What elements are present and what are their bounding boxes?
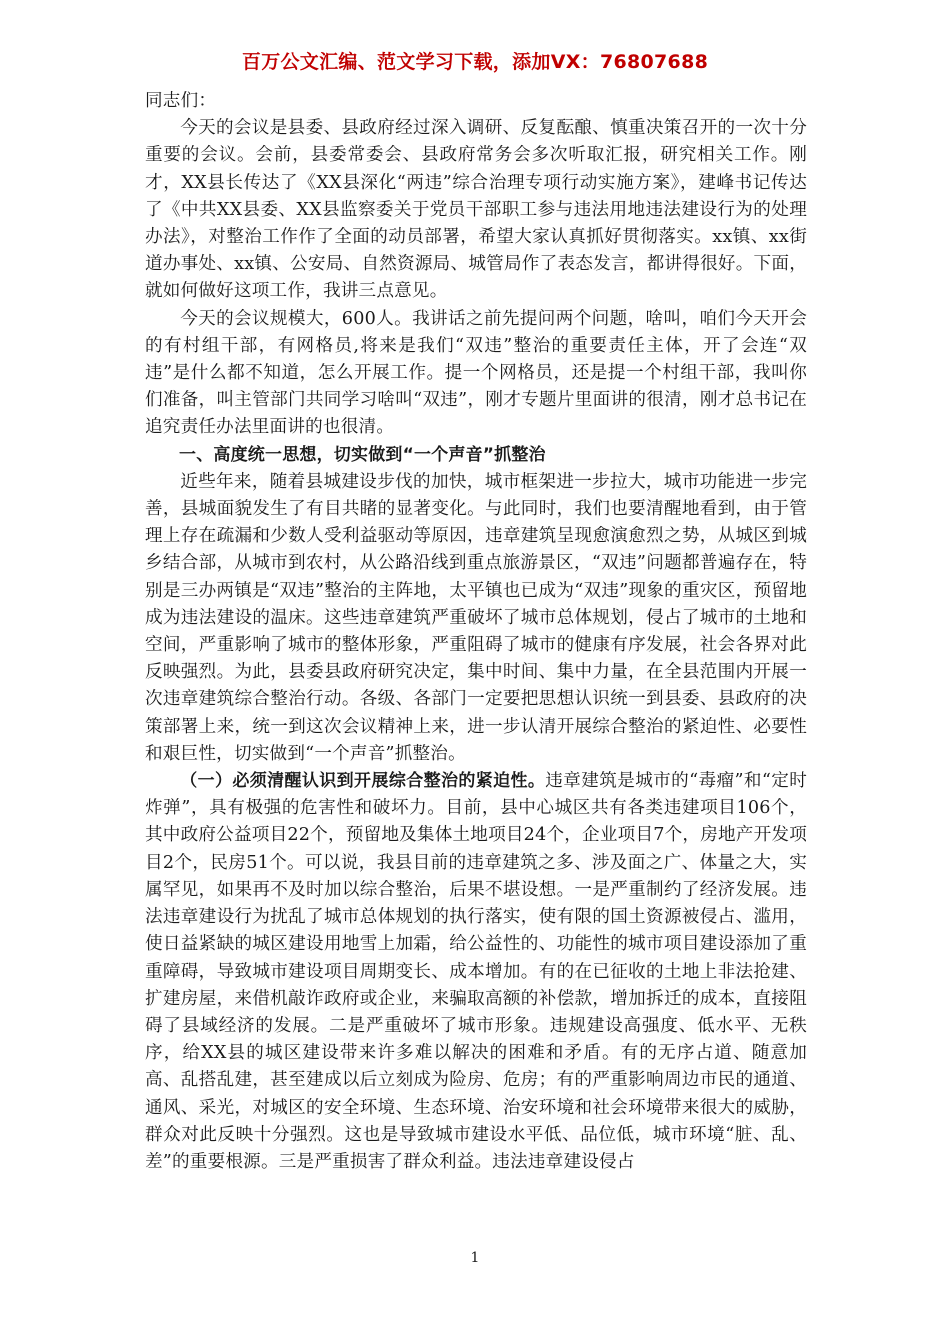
page-number: 1 xyxy=(470,1250,480,1266)
document-body xyxy=(145,88,807,1176)
salutation: 同志们： xyxy=(145,91,217,111)
watermark-banner: 百万公文汇编、范文学习下载，添加VX：76807688 xyxy=(241,51,709,73)
subsection-1-body: 违章建筑是城市的“毒瘤”和“定时炸弹”，具有极强的危害性和破坏力。目前，县中心城区共有各类违建项目106个，其中政府公益项目22个，预留地及集体土地项目24个，企业项目7个，房地产开发项目2个，民房51个。可以说，我县目前的违章建筑之多、涉及面之广、体量之大，实属罕见，如果再不及时加以综合整治，后果不堪设想。一是严重制约了经济发展。违法违章建设行为扰乱了城市总体规划的执行落实，使有限的国土资源被侵占、滥用，使日益紧缺的城区建设用地雪上加霜，给公益性的、功能性的城市项目建设添加了重重障碍，导致城市建设项目周期变长、成本增加。有的在已征收的土地上非法抢建、扩建房屋，来借机敲诈政府或企业，来骗取高额的补偿款，增加拆迁的成本，直接阻碍了县域经济的发展。二是严重破坏了城市形象。违规建设高强度、低水平、无秩序，给XX县的城区建设带来许多难以解决的困难和矛盾。有的无序占道、随意加高、乱搭乱建，甚至建成以后立刻成为险房、危房；有的严重影响周边市民的通道、通风、采光，对城区的安全环境、生态环境、治安环境和社会环境带来很大的威胁，群众对此反映十分强烈。这也是导致城市建设水平低、品位低，城市环境“脏、乱、差”的重要根源。三是严重损害了群众利益。违法违章建设侵占 xyxy=(145,771,807,1172)
paragraph-background: 近些年来，随着县城建设步伐的加快，城市框架进一步拉大，城市功能进一步完善，县城面貌发生了有目共睹的显著变化。与此同时，我们也要清醒地看到，由于管理上存在疏漏和少数人受利益驱动等原因，违章建筑呈现愈演愈烈之势，从城区到城乡结合部，从城市到农村，从公路沿线到重点旅游景区，“双违”问题都普遍存在，特别是三办两镇是“双违”整治的主阵地，太平镇也已成为“双违”现象的重灾区，预留地成为违法建设的温床。这些违章建筑严重破坏了城市总体规划，侵占了城市的土地和空间，严重影响了城市的整体形象，严重阻碍了城市的健康有序发展，社会各界对此反映强烈。为此，县委县政府研究决定，集中时间、集中力量，在全县范围内开展一次违章建筑综合整治行动。各级、各部门一定要把思想认识统一到县委、县政府的决策部署上来，统一到这次会议精神上来，进一步认清开展综合整治的紧迫性、必要性和艰巨性，切实做到“一个声音”抓整治。 xyxy=(145,471,807,764)
section-heading-1: 一、高度统一思想，切实做到“一个声音”抓整治 xyxy=(179,444,546,465)
subsection-1-paragraph xyxy=(145,768,807,1176)
subsection-1-lead: （一）必须清醒认识到开展综合整治的紧迫性。 xyxy=(180,771,546,792)
paragraph-meeting-scale: 今天的会议规模大，600人。我讲话之前先提问两个问题，啥叫，咱们今天开会的有村组干部，有网格员,将来是我们“双违”整治的重要责任主体，开了会连“双违”是什么都不知道，怎么开展工作。提一个网格员，还是提一个村组干部，我叫你们准备，叫主管部门共同学习啥叫“双违”，刚才专题片里面讲的很清，刚才总书记在追究责任办法里面讲的也很清。 xyxy=(145,308,807,438)
paragraph-intro: 今天的会议是县委、县政府经过深入调研、反复酝酿、慎重决策召开的一次十分重要的会议。会前，县委常委会、县政府常务会多次听取汇报，研究相关工作。刚才，XX县长传达了《XX县深化“两违”综合治理专项行动实施方案》，建峰书记传达了《中共XX县委、XX县监察委关于党员干部职工参与违法用地违法建设行为的处理办法》，对整治工作作了全面的动员部署，希望大家认真抓好贯彻落实。xx镇、xx街道办事处、xx镇、公安局、自然资源局、城管局作了表态发言，都讲得很好。下面，就如何做好这项工作，我讲三点意见。 xyxy=(145,118,807,302)
